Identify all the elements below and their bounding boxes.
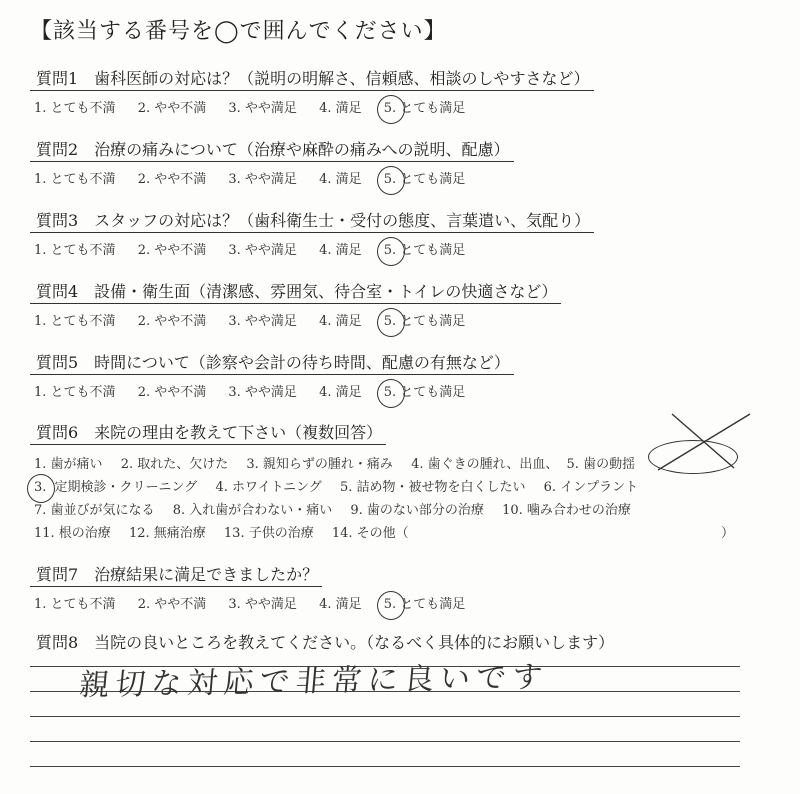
option-1[interactable]: 1. とても不満 [34, 314, 116, 329]
option-4[interactable]: 4. 満足 [319, 101, 362, 116]
cross-stroke [672, 414, 734, 468]
cross-out-mark [650, 412, 760, 472]
cross-stroke [658, 414, 750, 470]
option-2[interactable]: 2. やや不満 [137, 385, 207, 400]
option-1[interactable]: 1. とても不満 [34, 243, 116, 258]
reason-option-other[interactable]: 14. その他（ [331, 526, 409, 541]
option-4[interactable]: 4. 満足 [319, 243, 362, 258]
option-label: とても満足 [400, 101, 466, 116]
option-5-selected[interactable] [384, 239, 466, 258]
option-3[interactable]: 3. やや満足 [228, 385, 297, 400]
question-title: 質問6 来院の理由を教えて下さい（複数回答） [30, 420, 386, 445]
circled-number: 5. [383, 172, 397, 187]
reason-option[interactable]: 6. インプラント [543, 480, 639, 495]
answer-options [30, 593, 790, 612]
answer-rule [30, 716, 740, 717]
option-2[interactable]: 2. やや不満 [137, 101, 207, 116]
reason-option[interactable]: 10. 噛み合わせの治療 [502, 503, 631, 518]
option-5-selected[interactable] [384, 97, 466, 116]
reason-option[interactable]: 定期検診・クリーニング [54, 480, 198, 495]
reason-option[interactable]: 4. 歯ぐきの腫れ、出血、 [411, 457, 559, 472]
circled-number: 5. [383, 243, 397, 258]
question-title: 質問7 治療結果に満足できましたか？ [30, 562, 322, 587]
answer-options [30, 310, 790, 329]
question-5 [30, 350, 790, 400]
answer-options [30, 168, 790, 187]
reason-option[interactable]: 5. 詰め物・被せ物を白くしたい [339, 480, 526, 495]
circled-number: 5. [383, 597, 397, 612]
question-4 [30, 279, 790, 329]
option-2[interactable]: 2. やや不満 [137, 597, 207, 612]
option-5-selected[interactable] [384, 310, 466, 329]
reason-option[interactable]: 1. 歯が痛い [34, 457, 103, 472]
option-3[interactable]: 3. やや満足 [228, 314, 297, 329]
option-label: とても満足 [400, 385, 466, 400]
reason-row-2 [30, 476, 790, 495]
option-1[interactable]: 1. とても不満 [34, 172, 116, 187]
question-title: 質問8 当院の良いところを教えてください。（なるべく具体的にお願いします） [36, 633, 615, 652]
option-3[interactable]: 3. やや満足 [228, 172, 297, 187]
question-title: 質問3 スタッフの対応は？（歯科衛生士・受付の態度、言葉遣い、気配り） [30, 208, 594, 233]
question-7 [30, 562, 790, 612]
reason-option[interactable]: 12. 無痛治療 [128, 526, 206, 541]
answer-options [30, 97, 790, 116]
option-4[interactable]: 4. 満足 [319, 172, 362, 187]
reason-option[interactable]: 7. 歯並びが気になる [34, 503, 155, 518]
reason-option-selected[interactable] [34, 480, 46, 495]
circled-number: 5. [383, 385, 397, 400]
reason-option[interactable]: 13. 子供の治療 [223, 526, 314, 541]
option-1[interactable]: 1. とても不満 [34, 597, 116, 612]
reason-row-3 [30, 499, 790, 518]
option-label: とても満足 [400, 314, 466, 329]
answer-options [30, 239, 790, 258]
question-title: 質問1 歯科医師の対応は？（説明の明解さ、信頼感、相談のしやすさなど） [30, 66, 594, 91]
reason-option[interactable]: 11. 根の治療 [34, 526, 111, 541]
option-5-selected[interactable] [384, 593, 466, 612]
question-1 [30, 66, 790, 116]
option-2[interactable]: 2. やや不満 [137, 243, 207, 258]
question-title: 質問2 治療の痛みについて（治療や麻酔の痛みへの説明、配慮） [30, 137, 514, 162]
option-1[interactable]: 1. とても不満 [34, 385, 116, 400]
option-label: とても満足 [400, 243, 466, 258]
option-4[interactable]: 4. 満足 [319, 385, 362, 400]
option-2[interactable]: 2. やや不満 [137, 172, 207, 187]
question-8 [30, 630, 790, 654]
option-label: とても満足 [400, 172, 466, 187]
question-title: 質問4 設備・衛生面（清潔感、雰囲気、待合室・トイレの快適さなど） [30, 279, 561, 304]
option-5-selected[interactable] [384, 168, 466, 187]
option-1[interactable]: 1. とても不満 [34, 101, 116, 116]
answer-options [30, 381, 790, 400]
reason-option[interactable]: 3. 親知らずの腫れ・痛み [246, 457, 393, 472]
option-3[interactable]: 3. やや満足 [228, 101, 297, 116]
reason-option[interactable]: 9. 歯のない部分の治療 [350, 503, 484, 518]
circled-number: 5. [383, 101, 397, 116]
answer-rule [30, 766, 740, 767]
handwritten-answer[interactable]: 親切な対応で非常に良いです [77, 659, 550, 704]
question-title: 質問5 時間について（診察や会計の待ち時間、配慮の有無など） [30, 350, 514, 375]
reason-option[interactable]: 2. 取れた、欠けた [120, 457, 229, 472]
option-4[interactable]: 4. 満足 [319, 314, 362, 329]
answer-rule [30, 741, 740, 742]
page-title: 【該当する番号を◯で囲んでください】 [30, 19, 447, 44]
reason-option[interactable]: 8. 入れ歯が合わない・痛い [172, 503, 333, 518]
reason-option-crossed[interactable]: 5. 歯の動揺 [566, 457, 636, 472]
reason-row-4 [30, 522, 790, 541]
option-3[interactable]: 3. やや満足 [228, 597, 297, 612]
reason-option[interactable]: 4. ホワイトニング [215, 480, 322, 495]
option-3[interactable]: 3. やや満足 [228, 243, 297, 258]
option-5-selected[interactable] [384, 381, 466, 400]
question-2 [30, 137, 790, 187]
question-3 [30, 208, 790, 258]
option-2[interactable]: 2. やや不満 [137, 314, 207, 329]
circled-number: 3. [34, 480, 47, 495]
option-label: とても満足 [400, 597, 466, 612]
circled-number: 5. [383, 314, 397, 329]
option-4[interactable]: 4. 満足 [319, 597, 362, 612]
other-paren-close: ） [720, 526, 734, 541]
